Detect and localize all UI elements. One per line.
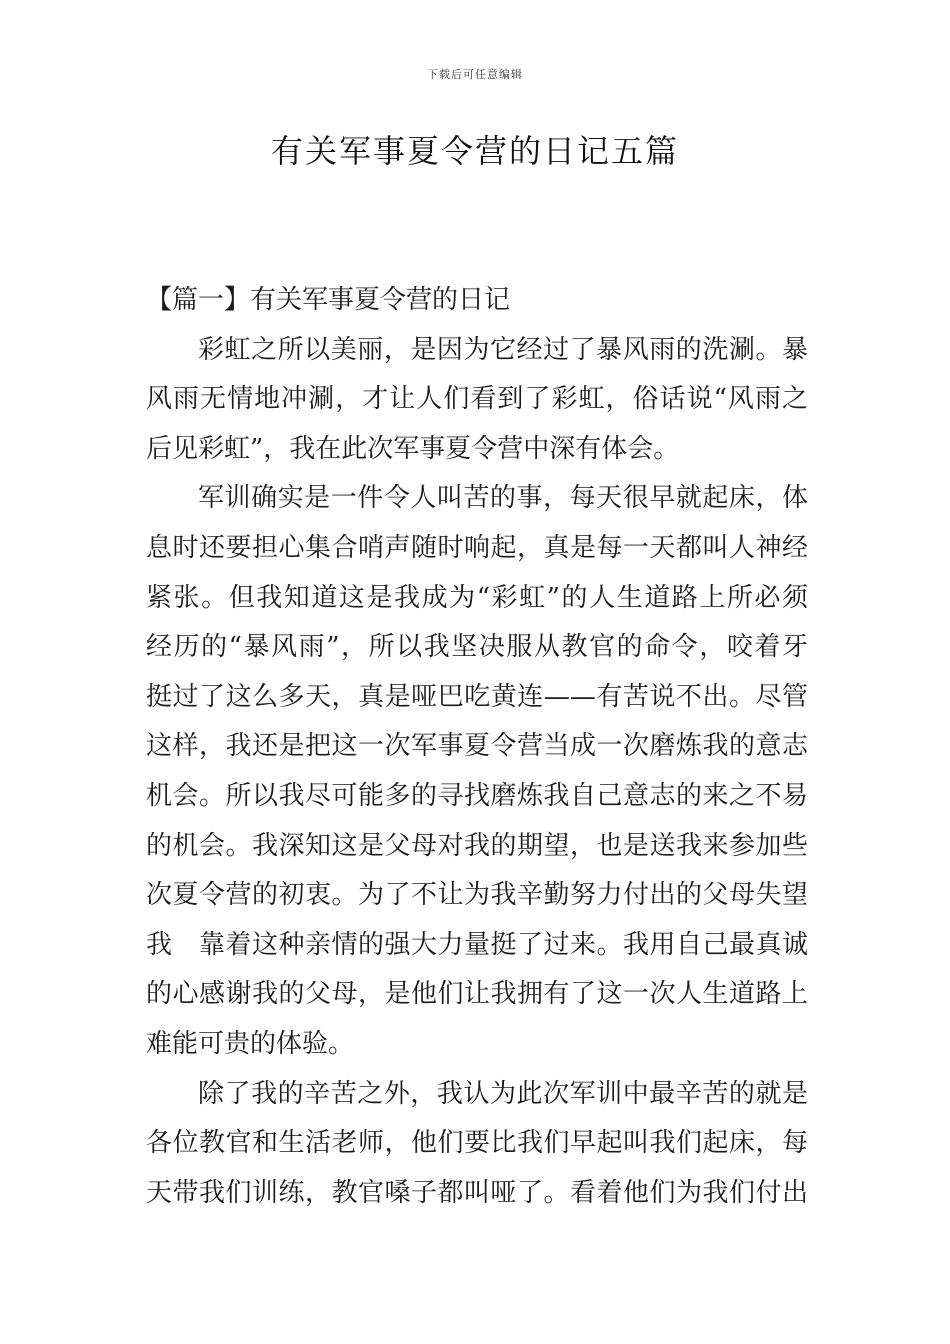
text-line: 息时还要担心集合哨声随时响起，真是每一天都叫人神经 (146, 532, 808, 563)
text-line: 我 靠着这种亲情的强大力量挺了过来。我用自己最真诚 (146, 929, 808, 960)
document-body (146, 276, 808, 1218)
text-line: 各位教官和生活老师，他们要比我们早起叫我们起床，每 (146, 1128, 808, 1159)
paragraph-1 (146, 326, 808, 475)
text-line: 的心感谢我的父母，是他们让我拥有了这一次人生道路上 (146, 979, 808, 1010)
document-title: 有关军事夏令营的日记五篇 (270, 132, 679, 170)
text-line: 次夏令营的初衷。为了不让为我辛勤努力付出的父母失望 (146, 880, 808, 911)
text-line: 彩虹之所以美丽，是因为它经过了暴风雨的洗涮。暴 (198, 334, 808, 365)
text-line: 天带我们训练，教官嗓子都叫哑了。看着他们为我们付出 (146, 1177, 808, 1208)
text-line: 军训确实是一件令人叫苦的事，每天很早就起床，体 (198, 483, 808, 514)
text-line: 的机会。我深知这是父母对我的期望，也是送我来参加些 (146, 830, 808, 861)
section-heading: 【篇一】有关军事夏令营的日记 (146, 285, 511, 315)
text-line: 这样，我还是把这一次军事夏令营当成一次磨炼我的意志 (146, 731, 808, 762)
text-line: 风雨无情地冲涮，才让人们看到了彩虹，俗话说“风雨之 (146, 384, 808, 415)
text-line: 经历的“暴风雨”，所以我坚决服从教官的命令，咬着牙 (146, 632, 808, 663)
text-line: 除了我的辛苦之外，我认为此次军训中最辛苦的就是 (198, 1078, 808, 1109)
text-line: 后见彩虹”，我在此次军事夏令营中深有体会。 (146, 433, 680, 464)
text-line: 难能可贵的体验。 (146, 1028, 355, 1059)
text-line: 挺过了这么多天，真是哑巴吃黄连——有苦说不出。尽管 (146, 681, 808, 712)
paragraph-3 (146, 1070, 808, 1219)
paragraph-2 (146, 474, 808, 1069)
text-line: 机会。所以我尽可能多的寻找磨炼我自己意志的来之不易 (146, 780, 808, 811)
header-note: 下载后可任意编辑 (427, 68, 523, 81)
text-line: 紧张。但我知道这是我成为“彩虹”的人生道路上所必须 (146, 582, 808, 613)
